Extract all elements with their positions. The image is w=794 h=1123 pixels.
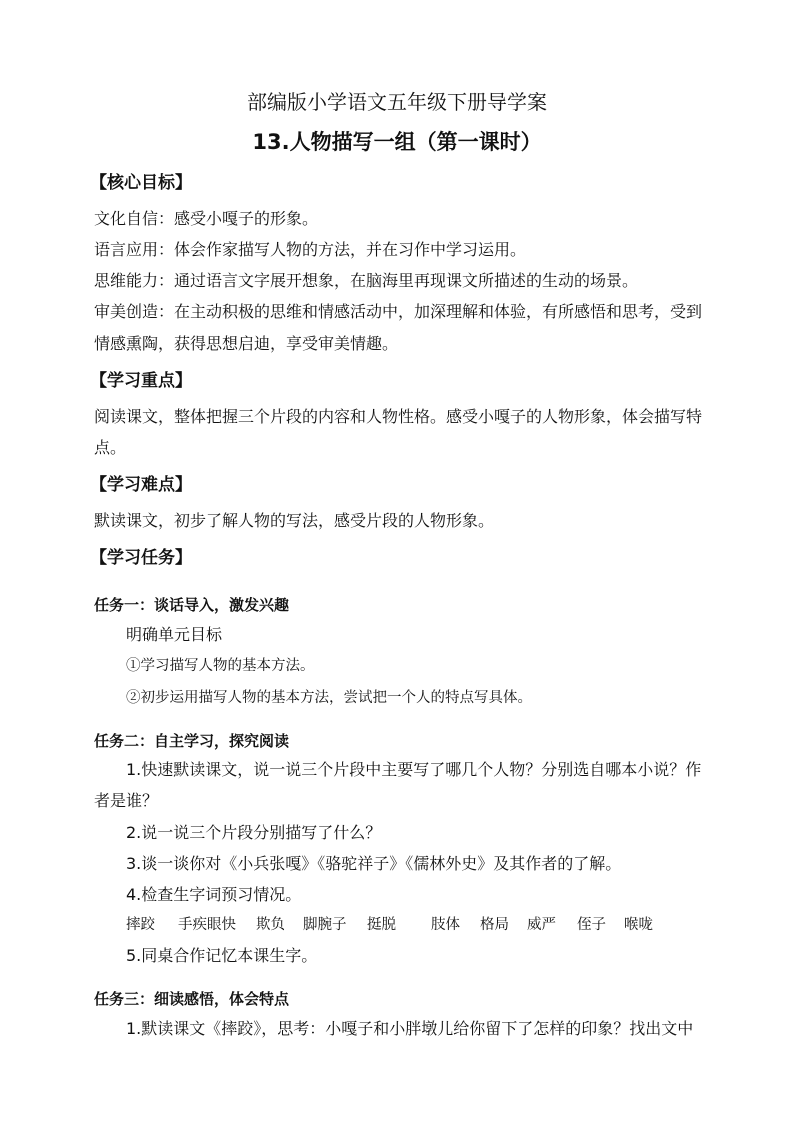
core-goal-line: 思维能力：通过语言文字展开想象，在脑海里再现课文所描述的生动的场景。 bbox=[94, 271, 639, 290]
task2-line: 者是谁？ bbox=[94, 791, 159, 810]
vocab-word: 欺负 bbox=[256, 917, 285, 933]
vocab-word: 侄子 bbox=[577, 917, 606, 933]
core-goal-line: 情感熏陶，获得思想启迪，享受审美情趣。 bbox=[94, 334, 399, 353]
task3-line: 1.默读课文《摔跤》，思考：小嘎子和小胖墩儿给你留下了怎样的印象？找出文中 bbox=[126, 1019, 694, 1038]
key-point-line: 阅读课文，整体把握三个片段的内容和人物性格。感受小嘎子的人物形象，体会描写特 bbox=[94, 407, 703, 426]
task2-line: 5.同桌合作记忆本课生字。 bbox=[126, 946, 318, 965]
core-goals-heading: 【核心目标】 bbox=[90, 173, 192, 193]
vocab-word: 喉咙 bbox=[624, 917, 653, 933]
task2-line: 3.谈一谈你对《小兵张嘎》《骆驼祥子》《儒林外史》及其作者的了解。 bbox=[126, 854, 622, 873]
task2-title: 任务二：自主学习，探究阅读 bbox=[94, 732, 290, 750]
difficulties-heading: 【学习难点】 bbox=[90, 475, 192, 495]
core-goal-line: 文化自信：感受小嘎子的形象。 bbox=[94, 209, 319, 228]
task1-title: 任务一：谈话导入，激发兴趣 bbox=[94, 596, 290, 614]
vocab-word: 威严 bbox=[527, 917, 556, 933]
tasks-heading: 【学习任务】 bbox=[90, 548, 192, 568]
key-point-line: 点。 bbox=[94, 438, 127, 457]
vocab-word: 肢体 bbox=[431, 917, 460, 933]
vocab-word: 挺脱 bbox=[367, 917, 396, 933]
core-goal-line: 语言应用：体会作家描写人物的方法，并在习作中学习运用。 bbox=[94, 240, 527, 259]
vocab-word: 摔跤 bbox=[126, 917, 155, 933]
task2-line: 4.检查生字词预习情况。 bbox=[126, 885, 302, 904]
task1-line: 明确单元目标 bbox=[126, 625, 223, 644]
vocab-word: 格局 bbox=[480, 917, 509, 933]
lesson-title: 13.人物描写一组（第一课时） bbox=[252, 130, 542, 154]
difficulty-line: 默读课文，初步了解人物的写法，感受片段的人物形象。 bbox=[94, 511, 495, 530]
task1-line: ②初步运用描写人物的基本方法，尝试把一个人的特点写具体。 bbox=[126, 690, 532, 706]
task1-line: ①学习描写人物的基本方法。 bbox=[126, 658, 315, 674]
vocab-word: 脚腕子 bbox=[303, 917, 347, 933]
vocab-word: 手疾眼快 bbox=[178, 917, 236, 933]
task2-line: 2.说一说三个片段分别描写了什么？ bbox=[126, 823, 382, 842]
task3-title: 任务三：细读感悟，体会特点 bbox=[94, 990, 290, 1008]
task2-line: 1.快速默读课文，说一说三个片段中主要写了哪几个人物？分别选自哪本小说？作 bbox=[126, 760, 702, 779]
document-title: 部编版小学语文五年级下册导学案 bbox=[247, 90, 547, 114]
core-goal-line: 审美创造：在主动积极的思维和情感活动中，加深理解和体验，有所感悟和思考，受到 bbox=[94, 302, 703, 321]
key-points-heading: 【学习重点】 bbox=[90, 371, 192, 391]
